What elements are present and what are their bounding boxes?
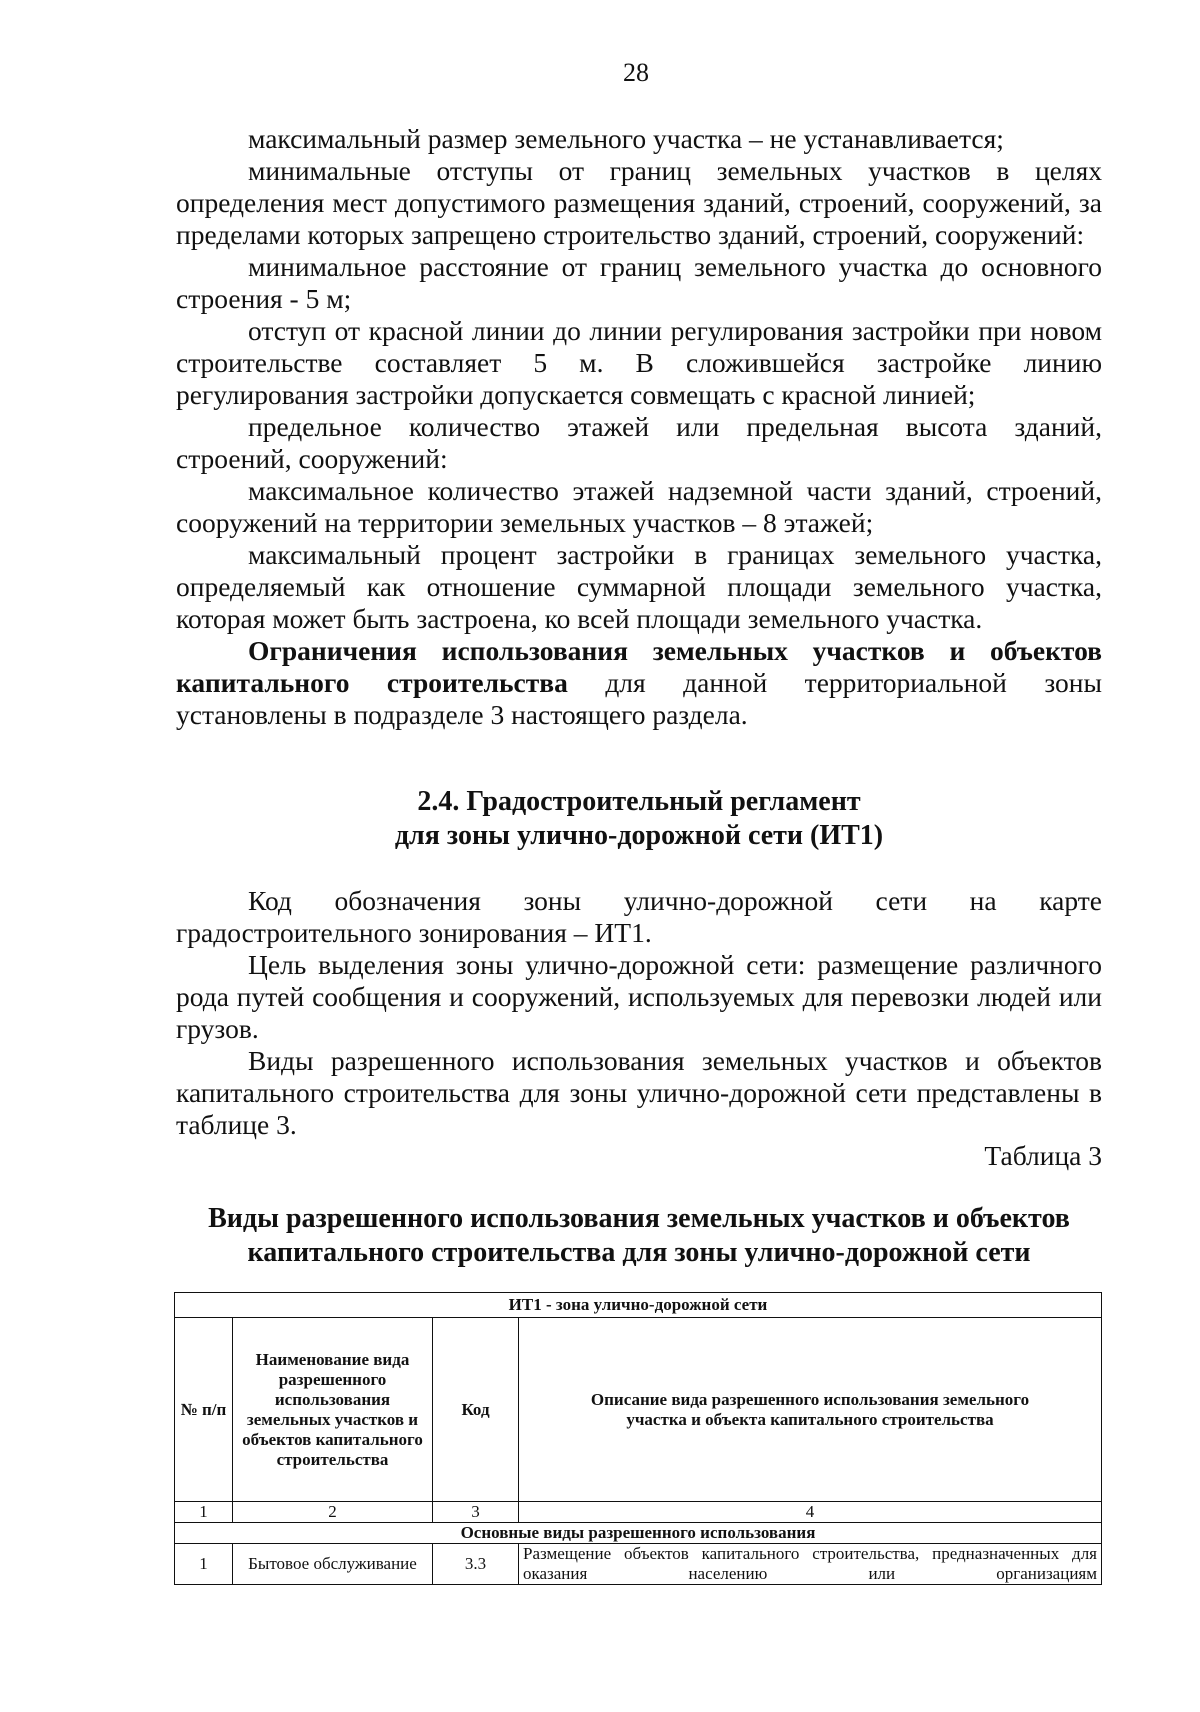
- page-number: 28: [623, 58, 649, 87]
- table-label: Таблица 3: [984, 1140, 1102, 1171]
- header-name: Наименование вида разрешенного использования земельных участков и объектов капитального строительства: [233, 1318, 433, 1502]
- column-number: 3: [433, 1502, 519, 1523]
- permitted-uses-table: [174, 1292, 1102, 1585]
- section-heading-line-1: 2.4. Градостроительный регламент: [417, 786, 861, 817]
- section-row-cell: Основные виды разрешенного использования: [175, 1523, 1102, 1544]
- paragraph: Код обозначения зоны улично-дорожной сети на карте градостроительного зонирования – ИТ1.: [176, 885, 1102, 948]
- header-num: № п/п: [175, 1318, 233, 1502]
- restriction-bold-text: Ограничения использования земельных участков и объектов капитального строительства: [176, 635, 1102, 698]
- table-title-line-1: Виды разрешенного использования земельных участков и объектов: [208, 1203, 1070, 1234]
- row-code: 3.3: [433, 1544, 519, 1585]
- table-title: [176, 1202, 1102, 1270]
- header-code: Код: [433, 1318, 519, 1502]
- restriction-text: для данной территориальной зоны установлены в подразделе 3 настоящего раздела.: [176, 667, 1102, 730]
- zone-description: [176, 885, 1102, 1141]
- paragraph: максимальное количество этажей надземной части зданий, строений, сооружений на территории земельных участков – 8 этажей;: [176, 475, 1102, 538]
- table-section-row: [175, 1523, 1102, 1544]
- paragraph: Цель выделения зоны улично-дорожной сети: размещение различного рода путей сообщения и сооружений, используемых для перевозки людей или грузов.: [176, 949, 1102, 1044]
- table-row: [175, 1544, 1102, 1585]
- paragraph: минимальные отступы от границ земельных участков в целях определения мест допустимого размещения зданий, строений, сооружений, за пределами которых запрещено строительство зданий, строений, сооружений:: [176, 155, 1102, 250]
- paragraph: предельное количество этажей или предельная высота зданий, строений, сооружений:: [176, 411, 1102, 474]
- paragraph: максимальный процент застройки в границах земельного участка, определяемый как отношение суммарной площади земельного участка, которая может быть застроена, ко всей площади земельного участка.: [176, 539, 1102, 634]
- section-heading-line-2: для зоны улично-дорожной сети (ИТ1): [394, 820, 884, 851]
- column-number: 1: [175, 1502, 233, 1523]
- column-number: 4: [519, 1502, 1102, 1523]
- restriction-paragraph: [176, 635, 1102, 731]
- row-name: Бытовое обслуживание: [233, 1544, 433, 1585]
- table-title-line-2: капитального строительства для зоны улично-дорожной сети: [247, 1237, 1031, 1268]
- row-num: 1: [175, 1544, 233, 1585]
- paragraph: отступ от красной линии до линии регулирования застройки при новом строительстве составляет 5 м. В сложившейся застройке линию регулирования застройки допускается совмещать с красной линией;: [176, 315, 1102, 410]
- paragraph: Виды разрешенного использования земельных участков и объектов капитального строительства для зоны улично-дорожной сети представлены в таблице 3.: [176, 1045, 1102, 1140]
- table-header-row: [175, 1318, 1102, 1502]
- section-heading: [176, 785, 1102, 853]
- zone-title-cell: ИТ1 - зона улично-дорожной сети: [175, 1293, 1102, 1318]
- paragraph: максимальный размер земельного участка – не устанавливается;: [248, 123, 1004, 154]
- table-zone-row: [175, 1293, 1102, 1318]
- column-number: 2: [233, 1502, 433, 1523]
- row-description: Размещение объектов капитального строительства, предназначенных для оказания населению или организациям: [519, 1544, 1102, 1585]
- table-column-numbers-row: [175, 1502, 1102, 1523]
- regulation-parameters: [176, 123, 1102, 731]
- header-description: Описание вида разрешенного использования земельного участка и объекта капитального строительства: [519, 1318, 1102, 1502]
- paragraph: минимальное расстояние от границ земельного участка до основного строения - 5 м;: [176, 251, 1102, 314]
